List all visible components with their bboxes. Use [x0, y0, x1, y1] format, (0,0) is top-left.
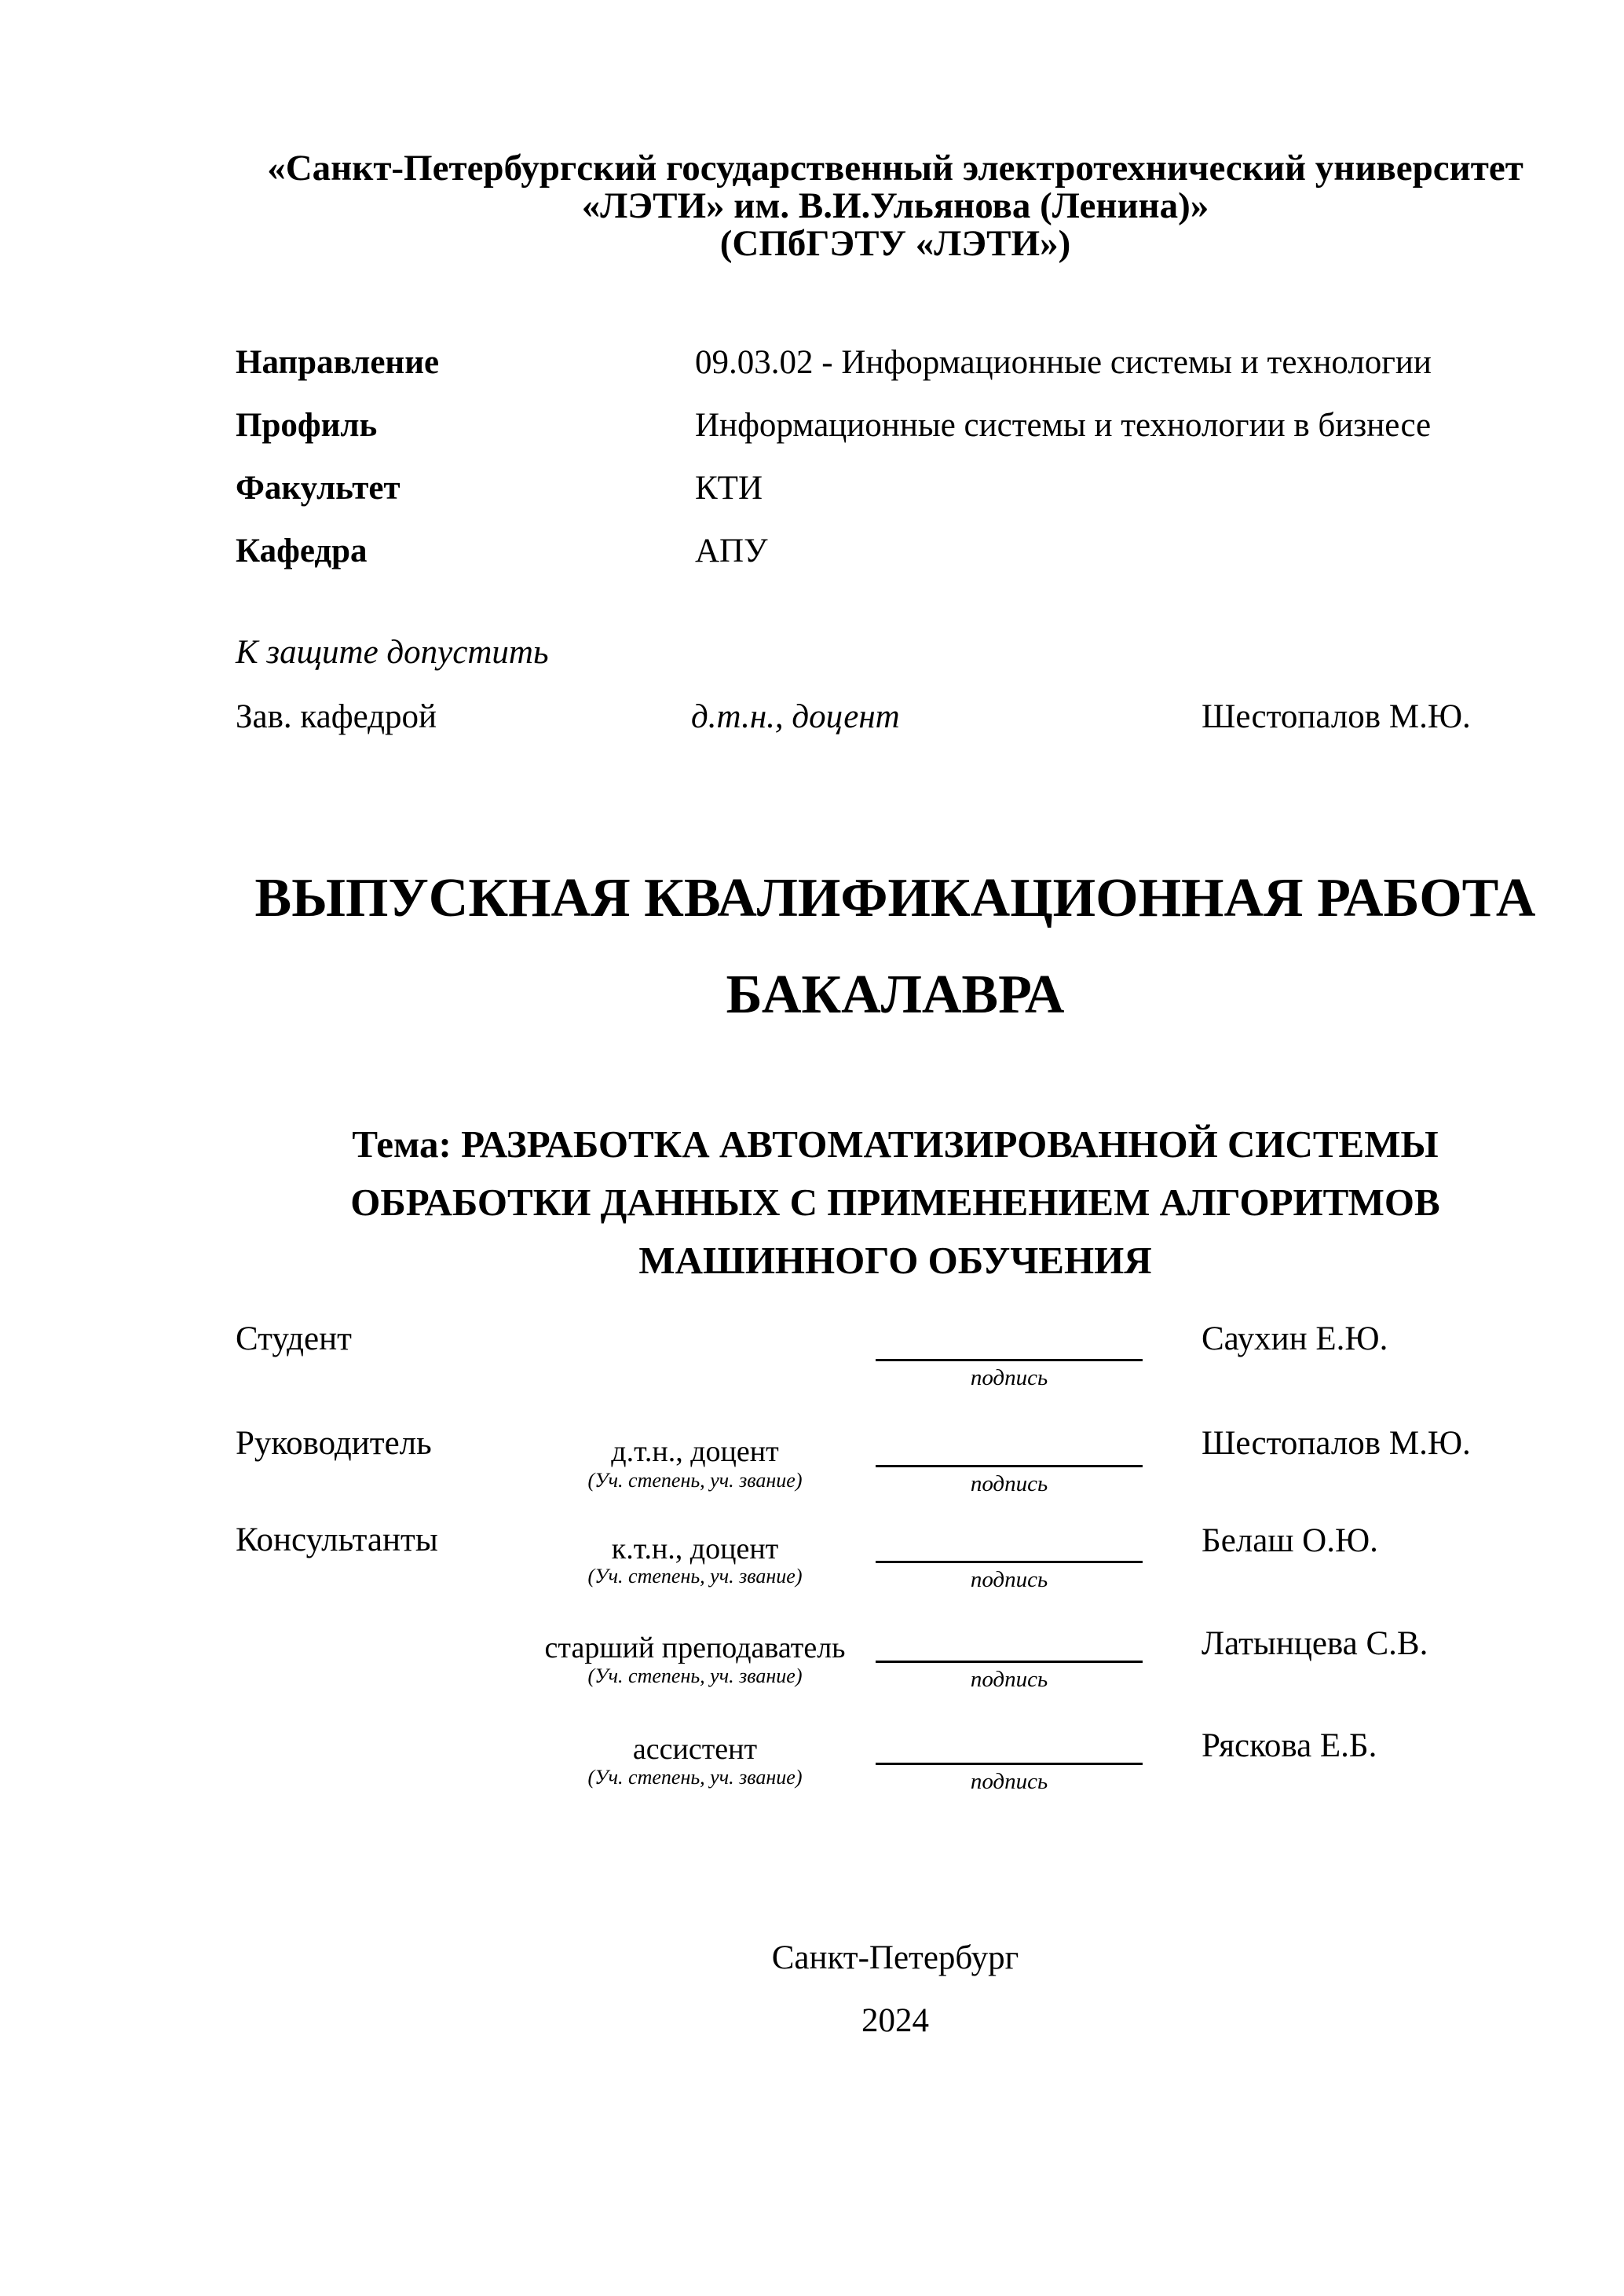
signature-degree-consultant-3: ассистент — [632, 1733, 758, 1766]
field-value-faculty: КТИ — [695, 470, 763, 507]
signature-line-consultant-3 — [876, 1763, 1143, 1765]
field-value-department: АПУ — [695, 533, 768, 569]
degree-caption-consultant-2: (Уч. степень, уч. звание) — [587, 1664, 803, 1687]
signature-caption-consultant-1: подпись — [970, 1567, 1048, 1592]
university-name-line-3: (СПбГЭТУ «ЛЭТИ») — [719, 223, 1071, 264]
footer-city: Санкт-Петербург — [771, 1939, 1019, 1976]
signature-role-supervisor: Руководитель — [236, 1425, 432, 1462]
signature-line-student — [876, 1359, 1143, 1361]
signature-role-student: Студент — [236, 1320, 352, 1357]
work-title-line-1: ВЫПУСКНАЯ КВАЛИФИКАЦИОННАЯ РАБОТА — [254, 868, 1536, 928]
work-title-line-2: БАКАЛАВРА — [726, 965, 1065, 1025]
signature-line-consultant-1 — [876, 1561, 1143, 1563]
field-value-profile: Информационные системы и технологии в бизнесе — [695, 407, 1432, 444]
signature-degree-supervisor: д.т.н., доцент — [611, 1435, 779, 1468]
degree-caption-consultant-1: (Уч. степень, уч. звание) — [587, 1565, 803, 1587]
signature-name-consultant-1: Белаш О.Ю. — [1202, 1522, 1378, 1559]
theme-line-3: МАШИННОГО ОБУЧЕНИЯ — [638, 1239, 1152, 1282]
admission-note: К защите допустить — [236, 634, 549, 671]
department-head-label: Зав. кафедрой — [236, 698, 437, 735]
field-value-direction: 09.03.02 - Информационные системы и технологии — [695, 344, 1432, 381]
degree-caption-supervisor: (Уч. степень, уч. звание) — [587, 1469, 803, 1492]
theme-line-2: ОБРАБОТКИ ДАННЫХ С ПРИМЕНЕНИЕМ АЛГОРИТМОВ — [350, 1181, 1440, 1224]
signature-name-supervisor: Шестопалов М.Ю. — [1202, 1425, 1471, 1462]
field-label-profile: Профиль — [236, 407, 378, 444]
department-head-degree: д.т.н., доцент — [691, 698, 900, 735]
theme-line-1: Тема: РАЗРАБОТКА АВТОМАТИЗИРОВАННОЙ СИСТЕМЫ — [352, 1122, 1439, 1166]
signature-caption-consultant-3: подпись — [970, 1769, 1048, 1794]
theme-block — [236, 1115, 1555, 1290]
signature-line-consultant-2 — [876, 1661, 1143, 1663]
signature-caption-supervisor: подпись — [970, 1471, 1048, 1496]
signature-name-consultant-3: Ряскова Е.Б. — [1202, 1727, 1377, 1764]
department-head-name: Шестопалов М.Ю. — [1202, 698, 1471, 735]
degree-caption-consultant-3: (Уч. степень, уч. звание) — [587, 1766, 803, 1789]
signature-degree-consultant-2: старший преподаватель — [544, 1631, 846, 1664]
signature-name-student: Саухин Е.Ю. — [1202, 1320, 1388, 1357]
university-header — [236, 149, 1555, 262]
signature-name-consultant-2: Латынцева С.В. — [1202, 1625, 1428, 1662]
university-name-line-1: «Санкт-Петербургский государственный электротехнический университет — [267, 148, 1523, 189]
footer-year: 2024 — [861, 2002, 929, 2039]
field-label-direction: Направление — [236, 344, 440, 381]
signature-caption-consultant-2: подпись — [970, 1667, 1048, 1692]
field-label-faculty: Факультет — [236, 470, 401, 507]
signature-line-supervisor — [876, 1465, 1143, 1467]
signature-caption-student: подпись — [970, 1365, 1048, 1390]
signature-role-consultants: Консультанты — [236, 1522, 438, 1558]
signature-degree-consultant-1: к.т.н., доцент — [611, 1532, 779, 1565]
field-label-department: Кафедра — [236, 533, 368, 569]
university-name-line-2: «ЛЭТИ» им. В.И.Ульянова (Ленина)» — [581, 185, 1209, 226]
